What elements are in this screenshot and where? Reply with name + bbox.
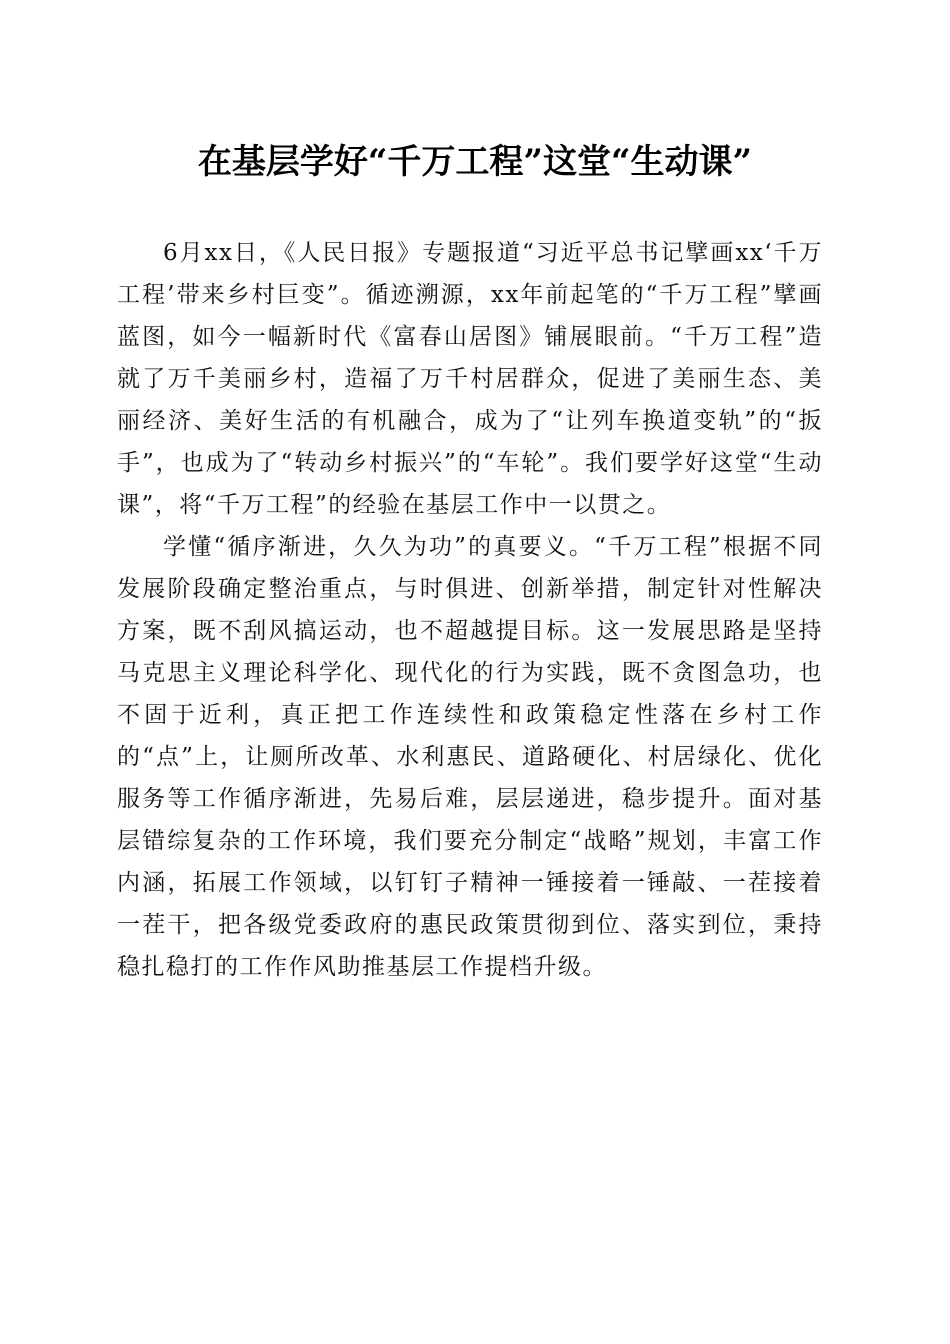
- paragraph-1: 6月xx日，《人民日报》专题报道“习近平总书记擘画xx‘千万工程’带来乡村巨变”。循迹溯源，xx年前起笔的“千万工程”擘画蓝图，如今一幅新时代《富春山居图》铺展眼前。“千万工程”造就了万千美丽乡村，造福了万千村居群众，促进了美丽生态、美丽经济、美好生活的有机融合，成为了“让列车换道变轨”的“扳手”，也成为了“转动乡村振兴”的“车轮”。我们要学好这堂“生动课”，将“千万工程”的经验在基层工作中一以贯之。: [117, 240, 823, 518]
- document-body: [117, 232, 823, 988]
- paragraph-2: 学懂“循序渐进，久久为功”的真要义。“千万工程”根据不同发展阶段确定整治重点，与时俱进、创新举措，制定针对性解决方案，既不刮风搞运动，也不超越提目标。这一发展思路是坚持马克思主义理论科学化、现代化的行为实践，既不贪图急功，也不固于近利，真正把工作连续性和政策稳定性落在乡村工作的“点”上，让厕所改革、水利惠民、道路硬化、村居绿化、优化服务等工作循序渐进，先易后难，层层递进，稳步提升。面对基层错综复杂的工作环境，我们要充分制定“战略”规划，丰富工作内涵，拓展工作领域，以钉钉子精神一锤接着一锤敲、一茬接着一茬干，把各级党委政府的惠民政策贯彻到位、落实到位，秉持稳扎稳打的工作作风助推基层工作提档升级。: [117, 534, 823, 980]
- document-title: 在基层学好“千万工程”这堂“生动课”: [197, 142, 753, 182]
